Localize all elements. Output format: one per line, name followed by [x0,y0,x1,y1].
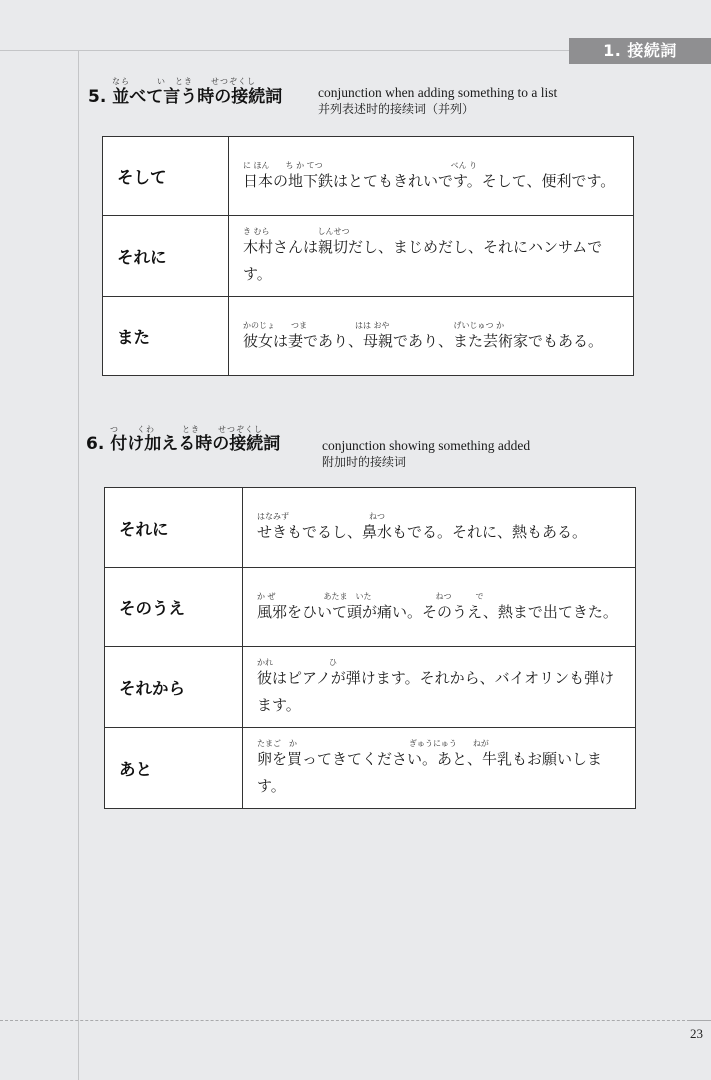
example-sentence: 木村さんは親切だし、まじめだし、それにハンサムです。 [243,238,603,283]
example-cell [229,216,634,297]
section6-title: 6. 付け加える時の接続詞 [86,434,281,454]
chapter-tab: 1. 接続詞 [569,38,711,64]
conjunction-term: そして [103,137,229,216]
section6-table [104,487,636,809]
section5-title-ruby: なら い とき せつぞくし [112,77,256,86]
margin-rule [78,50,79,1080]
example-cell [243,488,636,568]
conjunction-term: それから [105,647,243,728]
section5-title: 5. 並べて言う時の接続詞 [88,87,283,107]
example-sentence: 風邪をひいて頭が痛い。そのうえ、熱まで出てきた。 [257,602,618,621]
example-cell [229,297,634,376]
example-sentence: 日本の地下鉄はとてもきれいです。そして、便利です。 [243,171,616,190]
section6-desc-zh: 附加时的接续词 [322,455,407,469]
example-ruby: か ぜ あたま いた ねつ で [257,591,484,601]
example-ruby: に ほん ち か てつ べん り [243,160,478,170]
example-sentence: せきもでるし、鼻水もでる。それに、熱もある。 [257,523,588,541]
example-ruby: かのじょ つま はは おや げいじゅつ か [243,320,505,330]
example-ruby: き むら しんせつ [243,227,350,236]
example-cell [243,568,636,647]
conjunction-term: そのうえ [105,568,243,647]
example-ruby: たまご か ぎゅうにゅう ねが [257,739,489,748]
table-row [103,137,634,216]
conjunction-term: それに [103,216,229,297]
section6-description [322,437,530,471]
footer-rule [0,1020,690,1021]
table-row [103,216,634,297]
table-row [105,728,636,809]
example-cell [243,647,636,728]
example-sentence: 卵を買ってきてください。あと、牛乳もお願いします。 [257,750,603,795]
table-row [103,297,634,376]
section5-desc-zh: 并列表述时的接续词（并列） [318,102,475,116]
section5-description [318,84,557,118]
example-cell [243,728,636,809]
example-ruby: かれ ひ [257,658,337,667]
conjunction-term: それに [105,488,243,568]
footer-rule-stub [690,1020,711,1021]
example-sentence: 彼女は妻であり、母親であり、また芸術家でもある。 [243,331,604,350]
conjunction-term: あと [105,728,243,809]
section6-desc-en: conjunction showing something added [322,438,531,453]
section6-title-ruby: つ くわ とき せつぞくし [110,425,263,434]
table-row [105,568,636,647]
page-number: 23 [690,1026,703,1041]
example-sentence: 彼はピアノが弾けます。それから、バイオリンも弾けます。 [257,669,615,714]
section5-table [102,136,634,376]
example-ruby: はなみず ねつ [257,512,385,521]
example-cell [229,137,634,216]
table-row [105,488,636,568]
table-row [105,647,636,728]
section5-desc-en: conjunction when adding something to a list [318,85,558,100]
conjunction-term: また [103,297,229,376]
